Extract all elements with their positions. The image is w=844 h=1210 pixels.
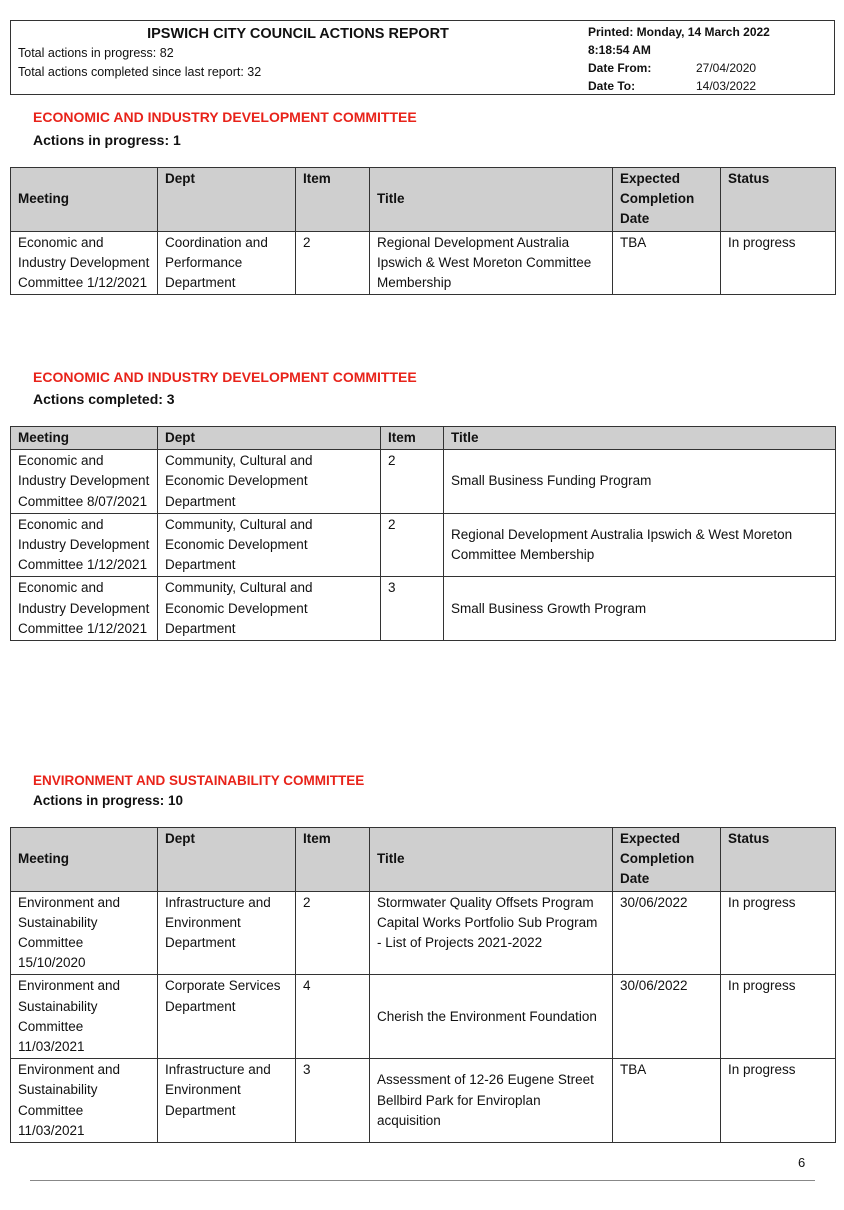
table-row	[11, 975, 836, 1059]
title-cell: Regional Development Australia Ipswich & West Moreton Committee Membership	[444, 513, 836, 577]
item-cell: 2	[381, 513, 444, 577]
column-header: Meeting	[11, 168, 158, 232]
table-row	[11, 513, 836, 577]
title-cell: Stormwater Quality Offsets Program Capital Works Portfolio Sub Program - List of Projects 2021-2022	[370, 891, 613, 975]
title-cell: Assessment of 12-26 Eugene Street Bellbird Park for Enviroplan acquisition	[370, 1059, 613, 1143]
meeting-cell: Economic and Industry Development Committee 1/12/2021	[11, 577, 158, 641]
status-cell: In progress	[721, 1059, 836, 1143]
column-header: Dept	[158, 828, 296, 892]
title-cell: Small Business Growth Program	[444, 577, 836, 641]
header-summary	[18, 24, 578, 82]
actions-table	[10, 167, 836, 295]
meeting-cell: Economic and Industry Development Committee 1/12/2021	[11, 513, 158, 577]
completion-date-cell: 30/06/2022	[613, 975, 721, 1059]
meeting-cell: Economic and Industry Development Committee 1/12/2021	[11, 231, 158, 295]
item-cell: 2	[296, 891, 370, 975]
column-header: Meeting	[11, 828, 158, 892]
page-number: 6	[798, 1155, 806, 1170]
title-cell: Small Business Funding Program	[444, 450, 836, 514]
dept-cell: Community, Cultural and Economic Development Department	[158, 577, 381, 641]
date-from-row	[588, 59, 828, 77]
section-subtitle: Actions in progress: 1	[33, 132, 181, 148]
footer-divider	[30, 1180, 815, 1181]
meeting-cell: Environment and Sustainability Committee 15/10/2020	[11, 891, 158, 975]
column-header: Title	[444, 427, 836, 450]
printed-date: Printed: Monday, 14 March 2022	[588, 25, 770, 39]
header-print-info	[588, 23, 828, 95]
column-header: Item	[296, 828, 370, 892]
status-cell: In progress	[721, 975, 836, 1059]
column-header: Item	[381, 427, 444, 450]
column-header: Dept	[158, 427, 381, 450]
section-title: ECONOMIC AND INDUSTRY DEVELOPMENT COMMITTEE	[33, 369, 417, 385]
completion-date-cell: TBA	[613, 1059, 721, 1143]
column-header: Expected Completion Date	[613, 828, 721, 892]
table-row	[11, 231, 836, 295]
table-row	[11, 891, 836, 975]
date-to-label: Date To:	[588, 79, 636, 93]
dept-cell: Community, Cultural and Economic Development Department	[158, 450, 381, 514]
status-cell: In progress	[721, 231, 836, 295]
table-row	[11, 577, 836, 641]
title-cell: Cherish the Environment Foundation	[370, 975, 613, 1059]
column-header: Status	[721, 168, 836, 232]
total-completed: Total actions completed since last report: 32	[18, 65, 262, 79]
section-title: ECONOMIC AND INDUSTRY DEVELOPMENT COMMITTEE	[33, 109, 417, 125]
item-cell: 2	[296, 231, 370, 295]
table-header-row	[11, 168, 836, 232]
meeting-cell: Environment and Sustainability Committee 11/03/2021	[11, 1059, 158, 1143]
meeting-cell: Environment and Sustainability Committee 11/03/2021	[11, 975, 158, 1059]
section-subtitle: Actions completed: 3	[33, 391, 175, 407]
report-header	[10, 20, 835, 95]
section-title: ENVIRONMENT AND SUSTAINABILITY COMMITTEE	[33, 773, 365, 788]
completion-date-cell: TBA	[613, 231, 721, 295]
completed-actions-table	[10, 426, 836, 641]
dept-cell: Coordination and Performance Department	[158, 231, 296, 295]
table-header-row	[11, 828, 836, 892]
column-header: Title	[370, 168, 613, 232]
status-cell: In progress	[721, 891, 836, 975]
title-cell: Regional Development Australia Ipswich & West Moreton Committee Membership	[370, 231, 613, 295]
column-header: Meeting	[11, 427, 158, 450]
section-subtitle: Actions in progress: 10	[33, 793, 184, 808]
dept-cell: Corporate Services Department	[158, 975, 296, 1059]
column-header: Expected Completion Date	[613, 168, 721, 232]
actions-table	[10, 827, 836, 1143]
column-header: Title	[370, 828, 613, 892]
column-header: Status	[721, 828, 836, 892]
column-header: Item	[296, 168, 370, 232]
table-row	[11, 450, 836, 514]
dept-cell: Infrastructure and Environment Department	[158, 1059, 296, 1143]
table-header-row	[11, 427, 836, 450]
report-title: IPSWICH CITY COUNCIL ACTIONS REPORT	[147, 26, 449, 42]
item-cell: 4	[296, 975, 370, 1059]
date-to-row	[588, 77, 828, 95]
total-in-progress: Total actions in progress: 82	[18, 46, 174, 60]
meeting-cell: Economic and Industry Development Committee 8/07/2021	[11, 450, 158, 514]
completion-date-cell: 30/06/2022	[613, 891, 721, 975]
column-header: Dept	[158, 168, 296, 232]
date-from-value: 27/04/2020	[696, 61, 757, 75]
item-cell: 3	[296, 1059, 370, 1143]
dept-cell: Community, Cultural and Economic Development Department	[158, 513, 381, 577]
table-row	[11, 1059, 836, 1143]
date-from-label: Date From:	[588, 61, 652, 75]
printed-time: 8:18:54 AM	[588, 43, 651, 57]
item-cell: 3	[381, 577, 444, 641]
dept-cell: Infrastructure and Environment Department	[158, 891, 296, 975]
date-to-value: 14/03/2022	[696, 79, 757, 93]
item-cell: 2	[381, 450, 444, 514]
